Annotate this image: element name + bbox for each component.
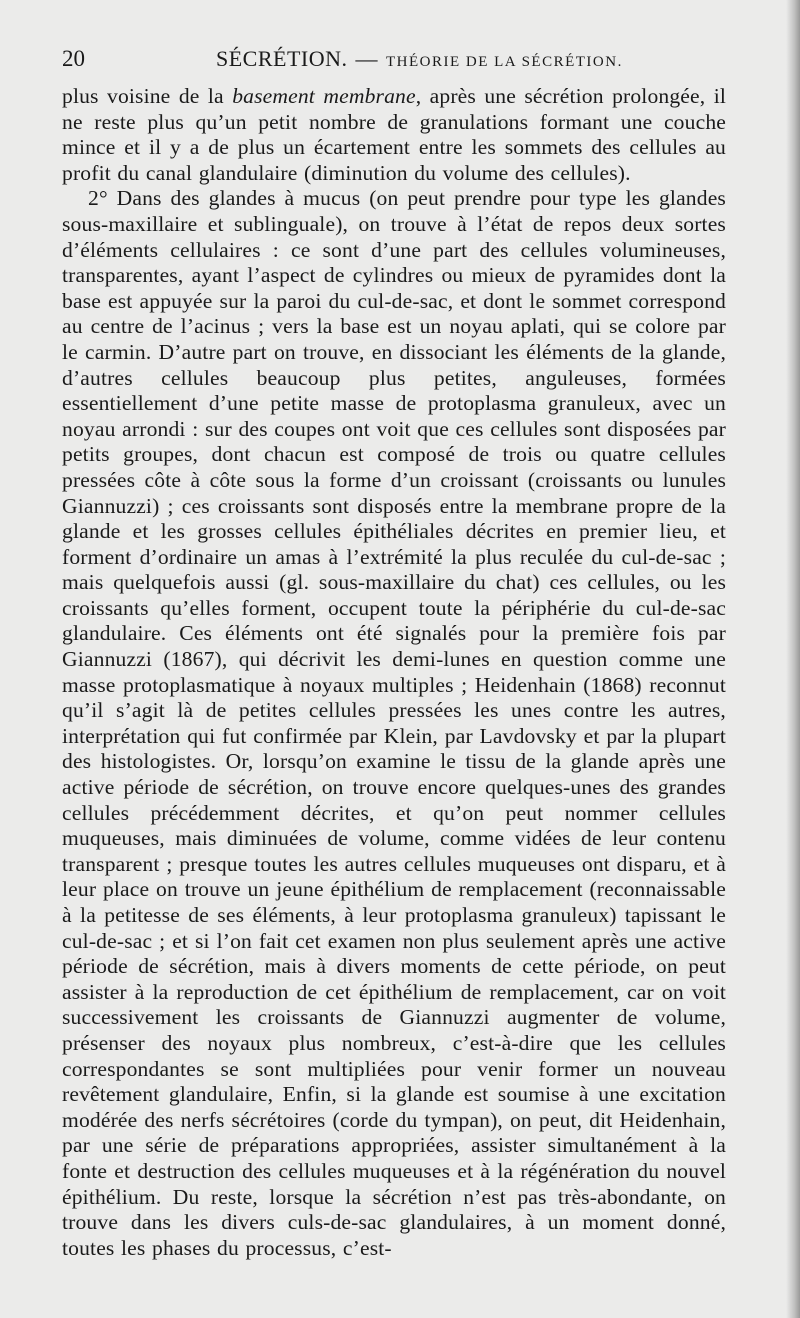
- running-title-main: SÉCRÉTION.: [216, 46, 348, 71]
- running-header: [62, 46, 726, 76]
- paragraph-1-text: , après une sécrétion prolongée, il ne reste plus qu’un petit nombre de granulations formant une couche mince et il y a de plus un écartement entre les sommets des cellules au profit du canal glandulaire (diminution du volume des cellules).: [62, 84, 727, 185]
- page-edge-shadow: [786, 0, 800, 1318]
- paragraph-1-lead: plus voisine de la: [62, 84, 233, 108]
- page-number: 20: [62, 46, 85, 71]
- running-title-dash: —: [355, 46, 378, 71]
- paragraph-continuation: [62, 84, 726, 186]
- running-title-subtitle: THÉORIE DE LA SÉCRÉTION.: [386, 54, 623, 70]
- running-title: [216, 46, 623, 72]
- paragraph-mucus-glands: 2° Dans des glandes à mucus (on peut prendre pour type les glandes sous-maxillaire et sublinguale), on trouve à l’état de repos deux sortes d’éléments cellulaires : ce sont d’une part des cellules volumineuses, transparentes, ayant l’aspect de cylindres ou mieux de pyramides dont la base est appuyée sur la paroi du cul-de-sac, et dont le sommet correspond au centre de l’acinus ; vers la base est un noyau aplati, qui se colore par le carmin. D’autre part on trouve, en dissociant les éléments de la glande, d’autres cellules beaucoup plus petites, anguleuses, formées essentiellement d’une petite masse de protoplasma granuleux, avec un noyau arrondi : sur des coupes ont voit que ces cellules sont disposées par petits groupes, dont chacun est composé de trois ou quatre cellules pressées côte à côte sous la forme d’un croissant (croissants ou lunules Giannuzzi) ; ces croissants sont disposés entre la membrane propre de la glande et les grosses cellules épithéliales décrites en premier lieu, et forment d’ordinaire un amas à l’extrémité la plus reculée du cul-de-sac ; mais quelquefois aussi (gl. sous-maxillaire du chat) ces cellules, ou les croissants qu’elles forment, occupent toute la périphérie du cul-de-sac glandulaire. Ces éléments ont été signalés pour la première fois par Giannuzzi (1867), qui décrivit les demi-lunes en question comme une masse protoplasmatique à noyaux multiples ; Heidenhain (1868) reconnut qu’il s’agit là de petites cellules pressées les unes contre les autres, interprétation qui fut confirmée par Klein, par Lavdovsky et par la plupart des histologistes. Or, lorsqu’on examine le tissu de la glande après une active période de sécrétion, on trouve encore quelques-unes des grandes cellules précédemment décrites, et qu’on peut nommer cellules muqueuses, mais diminuées de volume, comme vidées de leur contenu transparent ; presque toutes les autres cellules muqueuses ont disparu, et à leur place on trouve un jeune épithélium de remplacement (reconnaissable à la petitesse de ses éléments, à leur protoplasma granuleux) tapissant le cul-de-sac ; et si l’on fait cet examen non plus seulement après une active période de sécrétion, mais à divers moments de cette période, on peut assister à la reproduction de cet épithélium de remplacement, car on voit successivement les croissants de Giannuzzi augmenter de volume, présenser des noyaux plus nombreux, c’est-à-dire que les cellules correspondantes se sont multipliées pour venir former un nouveau revêtement glandulaire, Enfin, si la glande est soumise à une excitation modérée des nerfs sécrétoires (corde du tympan), on peut, dit Heidenhain, par une série de préparations appropriées, assister simultanément à la fonte et destruction des cellules muqueuses et à la régénération du nouvel épithélium. Du reste, lorsque la sécrétion n’est pas très-abondante, on trouve dans les divers culs-de-sac glandulaires, à un moment donné, toutes les phases du processus, c’est-: [62, 186, 726, 1260]
- body-text: [62, 84, 726, 1261]
- paragraph-1-emphasis: basement membrane: [232, 84, 416, 108]
